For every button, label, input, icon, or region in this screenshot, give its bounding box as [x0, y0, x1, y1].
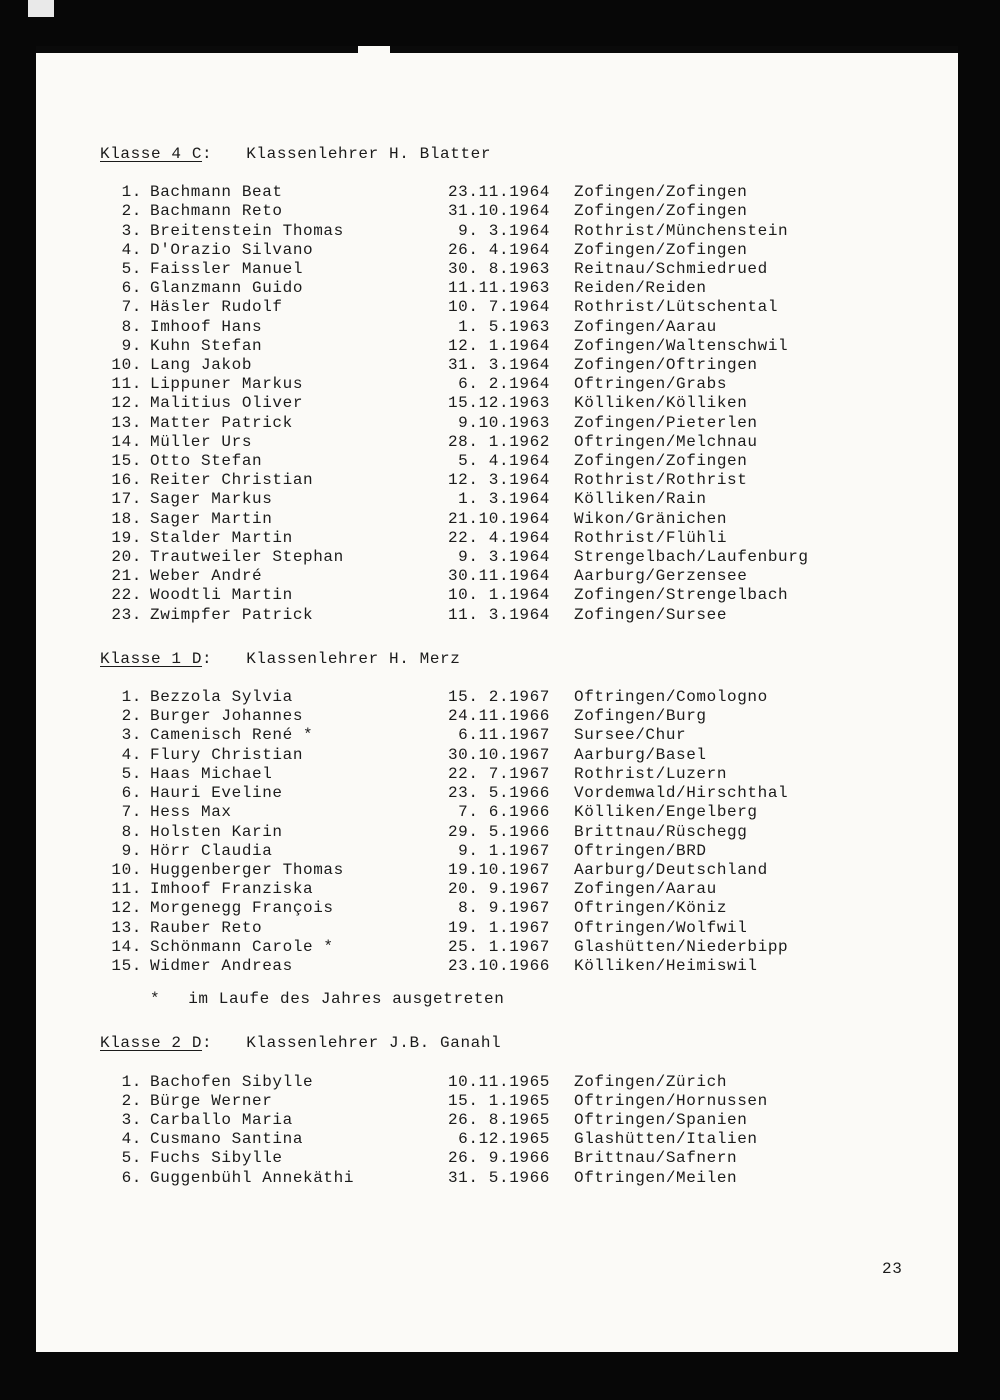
student-row — [100, 726, 809, 745]
student-name: Widmer Andreas — [150, 956, 293, 975]
birth-date: 31.10.1964 — [447, 202, 550, 221]
birth-date: 9. 1.1967 — [458, 841, 550, 860]
birth-date: 8. 9.1967 — [458, 899, 550, 918]
student-row — [100, 394, 809, 413]
student-row — [100, 957, 809, 976]
student-row — [100, 298, 809, 317]
student-number: 13. — [111, 413, 142, 432]
student-name: Kuhn Stefan — [150, 336, 263, 355]
place-of-origin: Oftringen/Köniz — [574, 899, 728, 918]
student-name: Cusmano Santina — [150, 1130, 304, 1149]
student-row — [100, 899, 809, 918]
place-of-origin: Rothrist/Luzern — [574, 764, 728, 783]
scan-artifact-notch — [28, 0, 54, 17]
student-name: Stalder Martin — [150, 528, 293, 547]
birth-date: 1. 5.1963 — [458, 317, 550, 336]
place-of-origin: Kölliken/Rain — [574, 490, 707, 509]
place-of-origin: Rothrist/Münchenstein — [574, 221, 789, 240]
class-title: Klasse 2 D — [100, 1034, 203, 1053]
birth-date: 20. 9.1967 — [447, 880, 550, 899]
student-row — [100, 765, 809, 784]
birth-date: 9. 3.1964 — [458, 548, 550, 567]
student-number: 8. — [121, 822, 142, 841]
student-name: Häsler Rudolf — [150, 298, 283, 317]
birth-date: 12. 3.1964 — [447, 471, 550, 490]
student-name: Bachofen Sibylle — [150, 1072, 314, 1091]
place-of-origin: Aarburg/Basel — [574, 745, 707, 764]
student-number: 10. — [111, 860, 142, 879]
student-name: Trautweiler Stephan — [150, 548, 344, 567]
student-name: D'Orazio Silvano — [150, 240, 314, 259]
class-title: Klasse 1 D — [100, 649, 203, 668]
scan-artifact-bar-right — [390, 46, 958, 53]
place-of-origin: Zofingen/Strengelbach — [574, 586, 789, 605]
place-of-origin: Zofingen/Zofingen — [574, 183, 748, 202]
birth-date: 28. 1.1962 — [447, 432, 550, 451]
student-row — [100, 337, 809, 356]
birth-date: 26. 4.1964 — [447, 240, 550, 259]
student-row — [100, 414, 809, 433]
student-number: 12. — [111, 394, 142, 413]
place-of-origin: Zofingen/Sursee — [574, 605, 728, 624]
place-of-origin: Oftringen/Meilen — [574, 1168, 738, 1187]
student-row — [100, 803, 809, 822]
footnote — [150, 990, 809, 1009]
student-number: 10. — [111, 356, 142, 375]
teacher-name: Klassenlehrer J.B. Ganahl — [246, 1034, 502, 1053]
birth-date: 30. 8.1963 — [447, 260, 550, 279]
student-number: 4. — [121, 240, 142, 259]
student-name: Flury Christian — [150, 745, 304, 764]
student-name: Müller Urs — [150, 432, 253, 451]
student-number: 7. — [121, 803, 142, 822]
student-number: 14. — [111, 937, 142, 956]
student-row — [100, 375, 809, 394]
place-of-origin: Zofingen/Zürich — [574, 1072, 728, 1091]
place-of-origin: Wikon/Gränichen — [574, 509, 728, 528]
student-name: Bürge Werner — [150, 1091, 273, 1110]
birth-date: 12. 1.1964 — [447, 336, 550, 355]
place-of-origin: Aarburg/Deutschland — [574, 860, 768, 879]
student-number: 1. — [121, 183, 142, 202]
birth-date: 6. 2.1964 — [458, 375, 550, 394]
birth-date: 5. 4.1964 — [458, 452, 550, 471]
student-row — [100, 433, 809, 452]
student-number: 4. — [121, 1130, 142, 1149]
student-row — [100, 471, 809, 490]
footnote-marker: * — [150, 990, 161, 1009]
place-of-origin: Oftringen/Comologno — [574, 688, 768, 707]
student-name: Imhoof Franziska — [150, 880, 314, 899]
student-number: 5. — [121, 1149, 142, 1168]
student-row — [100, 452, 809, 471]
student-number: 21. — [111, 567, 142, 586]
birth-date: 6.11.1967 — [458, 726, 550, 745]
student-row — [100, 707, 809, 726]
student-row — [100, 279, 809, 298]
place-of-origin: Aarburg/Gerzensee — [574, 567, 748, 586]
student-name: Glanzmann Guido — [150, 279, 304, 298]
section-heading — [100, 145, 809, 164]
student-list — [100, 1073, 809, 1188]
birth-date: 23. 5.1966 — [447, 784, 550, 803]
place-of-origin: Zofingen/Aarau — [574, 880, 717, 899]
student-number: 2. — [121, 1091, 142, 1110]
birth-date: 7. 6.1966 — [458, 803, 550, 822]
student-row — [100, 688, 809, 707]
student-number: 15. — [111, 452, 142, 471]
place-of-origin: Zofingen/Zofingen — [574, 202, 748, 221]
scan-artifact-bar-left — [36, 46, 358, 53]
birth-date: 6.12.1965 — [458, 1130, 550, 1149]
student-name: Sager Markus — [150, 490, 273, 509]
class-title: Klasse 4 C — [100, 145, 203, 163]
student-number: 12. — [111, 899, 142, 918]
place-of-origin: Kölliken/Engelberg — [574, 803, 758, 822]
student-number: 1. — [121, 1072, 142, 1091]
student-row — [100, 1092, 809, 1111]
place-of-origin: Zofingen/Pieterlen — [574, 413, 758, 432]
place-of-origin: Sursee/Chur — [574, 726, 687, 745]
student-name: Fuchs Sibylle — [150, 1149, 283, 1168]
student-row — [100, 1130, 809, 1149]
birth-date: 15. 1.1965 — [447, 1091, 550, 1110]
place-of-origin: Rothrist/Rothrist — [574, 471, 748, 490]
student-number: 4. — [121, 745, 142, 764]
teacher-name: Klassenlehrer H. Merz — [246, 649, 461, 668]
page-content — [100, 145, 809, 1188]
student-row — [100, 919, 809, 938]
student-row — [100, 183, 809, 202]
student-name: Woodtli Martin — [150, 586, 293, 605]
place-of-origin: Oftringen/BRD — [574, 841, 707, 860]
place-of-origin: Rothrist/Flühli — [574, 528, 728, 547]
heading-colon: : — [202, 145, 213, 163]
place-of-origin: Zofingen/Zofingen — [574, 240, 748, 259]
student-number: 5. — [121, 260, 142, 279]
birth-date: 11. 3.1964 — [447, 605, 550, 624]
place-of-origin: Zofingen/Burg — [574, 707, 707, 726]
footnote-text: im Laufe des Jahres ausgetreten — [188, 990, 505, 1009]
student-number: 2. — [121, 202, 142, 221]
birth-date: 31. 5.1966 — [447, 1168, 550, 1187]
student-number: 6. — [121, 279, 142, 298]
place-of-origin: Kölliken/Heimiswil — [574, 956, 758, 975]
student-row — [100, 823, 809, 842]
place-of-origin: Oftringen/Spanien — [574, 1110, 748, 1129]
student-name: Malitius Oliver — [150, 394, 304, 413]
place-of-origin: Strengelbach/Laufenburg — [574, 548, 809, 567]
student-list — [100, 183, 809, 625]
birth-date: 22. 4.1964 — [447, 528, 550, 547]
student-row — [100, 1111, 809, 1130]
student-row — [100, 586, 809, 605]
class-section — [100, 145, 809, 625]
student-row — [100, 222, 809, 241]
place-of-origin: Glashütten/Niederbipp — [574, 937, 789, 956]
student-name: Guggenbühl Annekäthi — [150, 1168, 355, 1187]
section-heading — [100, 1034, 809, 1053]
student-number: 15. — [111, 956, 142, 975]
birth-date: 15.12.1963 — [447, 394, 550, 413]
student-row — [100, 1149, 809, 1168]
birth-date: 30.10.1967 — [447, 745, 550, 764]
student-row — [100, 880, 809, 899]
class-section — [100, 650, 809, 1009]
student-number: 7. — [121, 298, 142, 317]
student-name: Hörr Claudia — [150, 841, 273, 860]
student-row — [100, 260, 809, 279]
student-row — [100, 606, 809, 625]
student-row — [100, 861, 809, 880]
student-number: 11. — [111, 880, 142, 899]
document-page — [36, 46, 958, 1352]
student-name: Hess Max — [150, 803, 232, 822]
place-of-origin: Zofingen/Oftringen — [574, 356, 758, 375]
student-row — [100, 548, 809, 567]
place-of-origin: Zofingen/Aarau — [574, 317, 717, 336]
student-name: Sager Martin — [150, 509, 273, 528]
birth-date: 9. 3.1964 — [458, 221, 550, 240]
student-number: 9. — [121, 336, 142, 355]
birth-date: 10. 1.1964 — [447, 586, 550, 605]
student-list — [100, 688, 809, 976]
student-name: Haas Michael — [150, 764, 273, 783]
student-row — [100, 567, 809, 586]
birth-date: 19.10.1967 — [447, 860, 550, 879]
class-section — [100, 1034, 809, 1187]
birth-date: 31. 3.1964 — [447, 356, 550, 375]
student-name: Breitenstein Thomas — [150, 221, 344, 240]
student-row — [100, 318, 809, 337]
student-name: Morgenegg François — [150, 899, 334, 918]
place-of-origin: Brittnau/Rüschegg — [574, 822, 748, 841]
student-name: Camenisch René * — [150, 726, 314, 745]
student-name: Otto Stefan — [150, 452, 263, 471]
student-name: Weber André — [150, 567, 263, 586]
place-of-origin: Oftringen/Hornussen — [574, 1091, 768, 1110]
student-name: Carballo Maria — [150, 1110, 293, 1129]
student-row — [100, 490, 809, 509]
student-row — [100, 1169, 809, 1188]
student-number: 2. — [121, 707, 142, 726]
place-of-origin: Reiden/Reiden — [574, 279, 707, 298]
student-row — [100, 746, 809, 765]
student-number: 13. — [111, 918, 142, 937]
birth-date: 24.11.1966 — [447, 707, 550, 726]
student-name: Lang Jakob — [150, 356, 253, 375]
birth-date: 25. 1.1967 — [447, 937, 550, 956]
student-row — [100, 510, 809, 529]
birth-date: 10.11.1965 — [447, 1072, 550, 1091]
heading-colon: : — [202, 1034, 213, 1053]
place-of-origin: Zofingen/Waltenschwil — [574, 336, 789, 355]
place-of-origin: Reitnau/Schmiedrued — [574, 260, 768, 279]
birth-date: 21.10.1964 — [447, 509, 550, 528]
birth-date: 30.11.1964 — [447, 567, 550, 586]
place-of-origin: Oftringen/Wolfwil — [574, 918, 748, 937]
student-number: 19. — [111, 528, 142, 547]
student-name: Imhoof Hans — [150, 317, 263, 336]
place-of-origin: Rothrist/Lütschental — [574, 298, 779, 317]
place-of-origin: Oftringen/Melchnau — [574, 432, 758, 451]
student-number: 8. — [121, 317, 142, 336]
student-name: Lippuner Markus — [150, 375, 304, 394]
student-number: 5. — [121, 764, 142, 783]
heading-colon: : — [202, 649, 213, 668]
student-name: Burger Johannes — [150, 707, 304, 726]
birth-date: 9.10.1963 — [458, 413, 550, 432]
student-name: Reiter Christian — [150, 471, 314, 490]
section-heading — [100, 650, 809, 669]
student-number: 14. — [111, 432, 142, 451]
student-number: 18. — [111, 509, 142, 528]
student-number: 16. — [111, 471, 142, 490]
student-name: Zwimpfer Patrick — [150, 605, 314, 624]
student-row — [100, 1073, 809, 1092]
student-number: 3. — [121, 221, 142, 240]
student-name: Faissler Manuel — [150, 260, 304, 279]
student-name: Schönmann Carole * — [150, 937, 334, 956]
page-number: 23 — [882, 1260, 903, 1278]
student-number: 23. — [111, 605, 142, 624]
student-number: 17. — [111, 490, 142, 509]
birth-date: 26. 9.1966 — [447, 1149, 550, 1168]
student-name: Bachmann Reto — [150, 202, 283, 221]
student-name: Matter Patrick — [150, 413, 293, 432]
student-number: 20. — [111, 548, 142, 567]
birth-date: 26. 8.1965 — [447, 1110, 550, 1129]
birth-date: 22. 7.1967 — [447, 764, 550, 783]
birth-date: 15. 2.1967 — [447, 688, 550, 707]
student-number: 6. — [121, 1168, 142, 1187]
student-name: Holsten Karin — [150, 822, 283, 841]
birth-date: 1. 3.1964 — [458, 490, 550, 509]
place-of-origin: Zofingen/Zofingen — [574, 452, 748, 471]
place-of-origin: Vordemwald/Hirschthal — [574, 784, 789, 803]
birth-date: 29. 5.1966 — [447, 822, 550, 841]
student-number: 22. — [111, 586, 142, 605]
student-number: 9. — [121, 841, 142, 860]
student-number: 11. — [111, 375, 142, 394]
student-number: 6. — [121, 784, 142, 803]
student-row — [100, 241, 809, 260]
birth-date: 11.11.1963 — [447, 279, 550, 298]
student-number: 3. — [121, 1110, 142, 1129]
student-name: Hauri Eveline — [150, 784, 283, 803]
place-of-origin: Glashütten/Italien — [574, 1130, 758, 1149]
student-row — [100, 784, 809, 803]
student-name: Rauber Reto — [150, 918, 263, 937]
student-number: 1. — [121, 688, 142, 707]
place-of-origin: Kölliken/Kölliken — [574, 394, 748, 413]
student-name: Huggenberger Thomas — [150, 860, 344, 879]
student-name: Bezzola Sylvia — [150, 688, 293, 707]
student-row — [100, 842, 809, 861]
place-of-origin: Brittnau/Safnern — [574, 1149, 738, 1168]
student-name: Bachmann Beat — [150, 183, 283, 202]
birth-date: 19. 1.1967 — [447, 918, 550, 937]
student-row — [100, 356, 809, 375]
place-of-origin: Oftringen/Grabs — [574, 375, 728, 394]
teacher-name: Klassenlehrer H. Blatter — [246, 145, 492, 163]
student-row — [100, 202, 809, 221]
birth-date: 23.11.1964 — [447, 183, 550, 202]
birth-date: 23.10.1966 — [447, 956, 550, 975]
student-row — [100, 938, 809, 957]
student-number: 3. — [121, 726, 142, 745]
birth-date: 10. 7.1964 — [447, 298, 550, 317]
student-row — [100, 529, 809, 548]
